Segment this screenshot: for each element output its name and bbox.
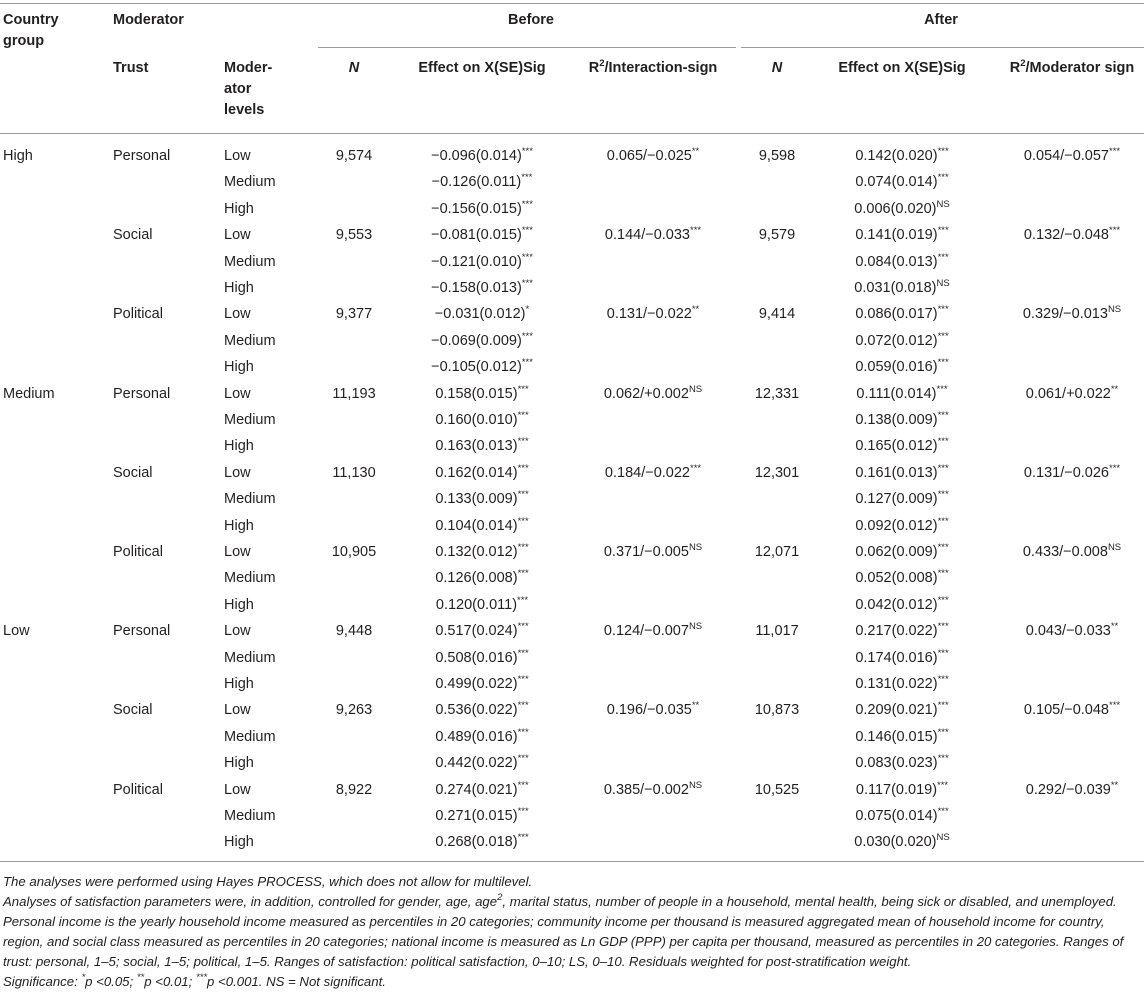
r2-moderator-cell: $0.433/-0.008^{NS}$ xyxy=(1022,542,1122,560)
country-group-cell: Low xyxy=(3,623,30,640)
effect-before-cell: 0.133(0.009)*** xyxy=(435,489,529,508)
n-before-cell: 9,574 xyxy=(335,148,373,164)
effect-before-cell: 0.508(0.016)*** xyxy=(435,647,529,666)
r2-moderator-cell: 0.043/−0.033** xyxy=(1025,621,1119,640)
after-span-rule xyxy=(741,47,1144,48)
effect-after-cell: 0.084(0.013)*** xyxy=(855,251,949,270)
n-before-cell: 9,263 xyxy=(335,702,373,719)
effect-before-cell: −0.069(0.009)*** xyxy=(431,330,533,349)
table-bottom-rule xyxy=(0,861,1144,862)
effect-before-cell: 0.160(0.010)*** xyxy=(435,410,529,428)
r2-interaction-cell: $0.124/-0.007^{NS}$ xyxy=(603,621,703,640)
r2-interaction-cell: 0.196/−0.035** xyxy=(606,700,700,719)
col-header-moderator: Moderator xyxy=(113,12,184,28)
moderator-level-cell: Medium xyxy=(224,808,276,824)
col-header-country-group: Country group xyxy=(3,12,59,49)
moderator-level-cell: Low xyxy=(224,385,251,402)
trust-cell: Political xyxy=(113,781,163,798)
effect-after-cell: 0.174(0.016)*** xyxy=(855,647,949,666)
col-header-after: After xyxy=(924,12,958,28)
effect-before-cell: −0.105(0.012)*** xyxy=(431,357,533,376)
effect-after-cell: 0.074(0.014)*** xyxy=(855,172,949,191)
country-group-cell: Medium xyxy=(3,385,55,402)
n-after-cell: 9,598 xyxy=(758,148,796,164)
effect-before-cell: −0.081(0.015)*** xyxy=(431,225,533,244)
moderator-level-cell: Medium xyxy=(224,570,276,587)
r2-moderator-label: /Moderator sign xyxy=(1025,60,1135,76)
effect-before-cell: 0.104(0.014)*** xyxy=(435,515,529,534)
effect-after-cell: $0.006(0.020)^{NS}$ xyxy=(854,198,950,217)
trust-cell: Political xyxy=(113,544,163,560)
effect-after-cell: 0.042(0.012)*** xyxy=(855,594,949,613)
trust-cell: Personal xyxy=(113,623,171,640)
effect-after-cell: 0.142(0.020)*** xyxy=(855,146,949,164)
r2-interaction-cell: 0.065/−0.025** xyxy=(606,146,700,164)
r2-moderator-cell: 0.132/−0.048*** xyxy=(1023,225,1121,244)
n-before-cell: 11,193 xyxy=(332,385,376,402)
effect-before-cell: −0.126(0.011)*** xyxy=(431,172,533,191)
col-header-before: Before xyxy=(508,12,554,28)
effect-before-cell: 0.489(0.016)*** xyxy=(435,726,529,745)
r2-interaction-cell: $0.062/+0.002^{NS}$ xyxy=(603,383,703,402)
moderator-level-cell: High xyxy=(224,834,254,851)
r2-superscript: 2 xyxy=(599,58,605,69)
trust-cell: Personal xyxy=(113,385,171,402)
r-letter: R xyxy=(588,60,600,76)
effect-after-cell: 0.138(0.009)*** xyxy=(855,410,949,428)
effect-before-cell: 0.163(0.013)*** xyxy=(435,436,529,455)
moderator-level-cell: Low xyxy=(224,306,251,323)
note-significance: Significance: *p <0.05; **p <0.01; ***p <0.001. NS = Not significant. xyxy=(3,972,386,989)
moderator-level-cell: Low xyxy=(224,227,251,244)
n-after-cell: 9,579 xyxy=(758,227,796,244)
header-bottom-rule xyxy=(0,133,1144,134)
n-before-cell: 10,905 xyxy=(331,544,377,560)
n-after-cell: 10,873 xyxy=(754,702,800,719)
effect-after-cell: 0.161(0.013)*** xyxy=(855,462,949,481)
effect-after-cell: 0.217(0.022)*** xyxy=(855,621,949,640)
trust-cell: Social xyxy=(113,702,153,719)
col-header-n-before: N xyxy=(348,60,360,76)
r2-moderator-cell: 0.054/−0.057*** xyxy=(1023,146,1121,164)
effect-after-cell: 0.146(0.015)*** xyxy=(855,726,949,745)
moderator-level-cell: Low xyxy=(224,148,251,164)
effect-after-cell: 0.086(0.017)*** xyxy=(855,304,949,323)
r2-moderator-cell: 0.131/−0.026*** xyxy=(1023,462,1121,481)
moderator-level-cell: Medium xyxy=(224,649,276,666)
effect-after-cell: $0.031(0.018)^{NS}$ xyxy=(854,278,950,296)
col-header-effect-before: Effect on X(SE)Sig xyxy=(418,60,546,76)
r2-interaction-cell: 0.131/−0.022** xyxy=(606,304,700,323)
col-header-r2-moderator xyxy=(1010,58,1135,79)
effect-after-cell: 0.209(0.021)*** xyxy=(855,700,949,719)
n-after-cell: 12,301 xyxy=(754,464,800,481)
effect-after-cell: 0.127(0.009)*** xyxy=(855,489,949,508)
col-header-trust: Trust xyxy=(113,60,149,76)
moderator-level-cell: High xyxy=(224,676,254,692)
effect-before-cell: −0.156(0.015)*** xyxy=(431,198,533,217)
n-before-cell: 9,553 xyxy=(335,227,373,244)
trust-cell: Personal xyxy=(113,148,171,164)
country-group-cell: High xyxy=(3,148,33,164)
moderator-level-cell: Low xyxy=(224,464,251,481)
table-top-rule xyxy=(0,3,1144,4)
effect-after-cell: 0.165(0.012)*** xyxy=(855,436,949,455)
before-span-rule xyxy=(318,47,736,48)
effect-after-cell: 0.052(0.008)*** xyxy=(855,568,949,587)
effect-before-cell: −0.031(0.012)* xyxy=(434,304,530,323)
r2-moderator-cell: 0.105/−0.048*** xyxy=(1023,700,1121,719)
effect-before-cell: −0.096(0.014)*** xyxy=(431,146,533,164)
n-before-cell: 11,130 xyxy=(332,464,376,481)
note-method: The analyses were performed using Hayes PROCESS, which does not allow for multilevel. xyxy=(3,874,533,889)
effect-after-cell: 0.083(0.023)*** xyxy=(855,753,949,772)
effect-after-cell: 0.075(0.014)*** xyxy=(855,806,949,824)
n-after-cell: 10,525 xyxy=(754,781,800,798)
col-header-effect-after: Effect on X(SE)Sig xyxy=(838,60,966,76)
moderator-level-cell: High xyxy=(224,280,254,296)
moderator-level-cell: Medium xyxy=(224,412,276,428)
n-before-cell: 8,922 xyxy=(335,781,373,798)
effect-after-cell: $0.030(0.020)^{NS}$ xyxy=(854,832,950,851)
effect-before-cell: 0.517(0.024)*** xyxy=(435,621,529,640)
r2-moderator-cell: 0.061/+0.022** xyxy=(1025,383,1119,402)
effect-before-cell: 0.158(0.015)*** xyxy=(435,383,529,402)
moderator-level-cell: Medium xyxy=(224,174,276,191)
col-header-r2-interaction xyxy=(589,58,718,79)
effect-after-cell: 0.059(0.016)*** xyxy=(855,357,949,376)
trust-cell: Social xyxy=(113,227,153,244)
effect-before-cell: 0.132(0.012)*** xyxy=(435,542,529,560)
effect-before-cell: −0.158(0.013)*** xyxy=(431,278,533,296)
n-before-cell: 9,448 xyxy=(335,623,373,640)
moderator-level-cell: High xyxy=(224,517,254,534)
effect-before-cell: 0.268(0.018)*** xyxy=(435,832,529,851)
note-controls: Analyses of satisfaction parameters were, in addition, controlled for gender, age, age$^2$, marital status, number of people in a household, mental health, being sick or disabled, and unemployed. Personal income is the yearly household income measured as percentiles in 20 categories; community income per thousand is measured aggregated mean of household income for country, region, and social class measured as percentiles in 20 categories; national income is measured as Ln GDP (PPP) per capita per thousand, measured as percentiles in 20 categories. Ranges of trust: personal, 1–5; social, 1–5; political, 1–5. Ranges of satisfaction: political satisfaction, 0–10; LS, 0–10. Residuals weighted for post-stratification weight. xyxy=(3,892,1124,969)
r2-interaction-label: /Interaction-sign xyxy=(604,60,718,76)
r2-superscript: 2 xyxy=(1020,58,1026,69)
effect-after-cell: 0.062(0.009)*** xyxy=(855,542,949,560)
n-after-cell: 9,414 xyxy=(758,306,796,323)
r-letter: R xyxy=(1009,60,1021,76)
moderator-level-cell: High xyxy=(224,359,254,376)
r2-moderator-cell: $0.329/-0.013^{NS}$ xyxy=(1022,304,1122,323)
effect-after-cell: 0.131(0.022)*** xyxy=(855,674,949,692)
n-after-cell: 12,331 xyxy=(754,385,800,402)
table-notes xyxy=(3,872,1141,992)
r2-interaction-cell: 0.144/−0.033*** xyxy=(604,225,702,244)
r2-interaction-cell: $0.371/-0.005^{NS}$ xyxy=(603,542,703,560)
effect-before-cell: −0.121(0.010)*** xyxy=(431,251,533,270)
moderator-level-cell: High xyxy=(224,755,254,772)
moderator-level-cell: Medium xyxy=(224,491,276,508)
effect-before-cell: 0.499(0.022)*** xyxy=(435,674,529,692)
moderator-level-cell: Medium xyxy=(224,332,276,349)
effect-after-cell: 0.092(0.012)*** xyxy=(855,515,949,534)
n-before-cell: 9,377 xyxy=(335,306,373,323)
r2-interaction-cell: 0.184/−0.022*** xyxy=(604,462,702,481)
moderator-level-cell: High xyxy=(224,596,254,613)
n-after-cell: 12,071 xyxy=(754,544,800,560)
r2-moderator-cell: 0.292/−0.039** xyxy=(1025,779,1119,798)
effect-before-cell: 0.126(0.008)*** xyxy=(435,568,529,587)
moderator-level-cell: Low xyxy=(224,781,251,798)
effect-after-cell: 0.117(0.019)*** xyxy=(855,779,949,798)
col-header-n-after: N xyxy=(771,60,783,76)
col-header-moderator-levels: Moder- ator levels xyxy=(224,60,273,118)
effect-before-cell: 0.120(0.011)*** xyxy=(435,594,529,613)
effect-before-cell: 0.271(0.015)*** xyxy=(435,806,529,824)
effect-after-cell: 0.141(0.019)*** xyxy=(855,225,949,244)
trust-cell: Political xyxy=(113,306,163,323)
effect-after-cell: 0.072(0.012)*** xyxy=(855,330,949,349)
effect-before-cell: 0.442(0.022)*** xyxy=(435,753,529,772)
moderator-level-cell: Medium xyxy=(224,728,276,745)
moderator-level-cell: Low xyxy=(224,623,251,640)
trust-cell: Social xyxy=(113,464,153,481)
effect-after-cell: 0.111(0.014)*** xyxy=(856,383,948,402)
effect-before-cell: 0.536(0.022)*** xyxy=(435,700,529,719)
effect-before-cell: 0.162(0.014)*** xyxy=(435,462,529,481)
moderator-level-cell: High xyxy=(224,438,254,455)
moderator-level-cell: Low xyxy=(224,702,251,719)
moderator-level-cell: High xyxy=(224,200,254,217)
n-after-cell: 11,017 xyxy=(755,623,799,640)
effect-before-cell: 0.274(0.021)*** xyxy=(435,779,529,798)
moderator-level-cell: Low xyxy=(224,544,251,560)
moderator-level-cell: Medium xyxy=(224,253,276,270)
r2-interaction-cell: $0.385/-0.002^{NS}$ xyxy=(603,779,703,798)
